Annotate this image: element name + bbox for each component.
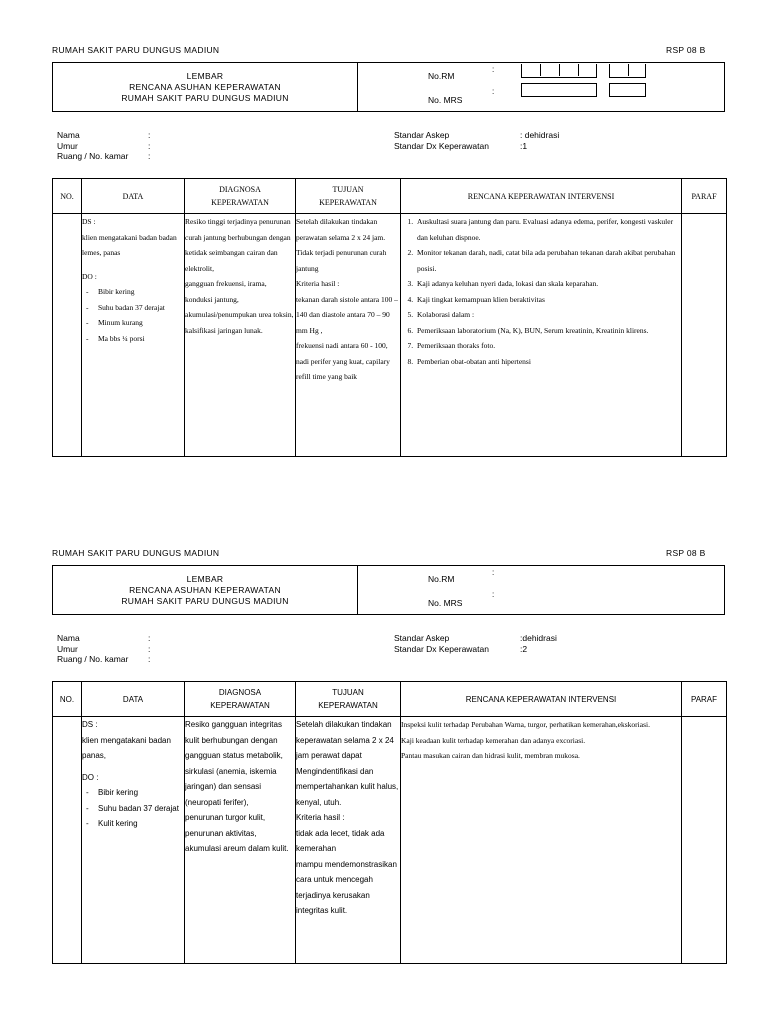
list-item: - Suhu badan 37 derajat	[86, 300, 184, 316]
list-item: - Kulit kering	[86, 816, 184, 832]
col-rencana: RENCANA KEPERAWATAN INTERVENSI	[401, 682, 682, 717]
list-item: 4. Kaji tingkat kemampuan klien beraktivitas	[415, 292, 681, 308]
col-diagnosa: DIAGNOSA KEPERAWATAN	[185, 682, 296, 717]
list-item: - Bibir kering	[86, 785, 184, 801]
list-item: Inspeksi kulit terhadap Perubahan Warna, turgor, perhatikan kemerahan,ekskoriasi.	[401, 720, 650, 729]
form-header: LEMBAR RENCANA ASUHAN KEPERAWATAN RUMAH SAKIT PARU DUNGUS MADIUN No.RM : No. MRS :	[52, 565, 725, 615]
no-mrs-label: No. MRS	[428, 598, 463, 608]
list-item: - Ma bbs ¼ porsi	[86, 331, 184, 347]
patient-labels: Nama Umur Ruang / No. kamar	[57, 130, 129, 161]
col-tujuan: TUJUAN KEPERAWATAN	[296, 682, 401, 717]
intervention-list	[401, 717, 681, 764]
col-no: NO.	[53, 179, 82, 214]
cell-rencana	[401, 214, 682, 457]
list-item: 2. Monitor tekanan darah, nadi, catat bila ada perubahan tekanan darah akibat perubahan posisi.	[415, 245, 681, 276]
table-row	[53, 214, 727, 457]
cell-no	[53, 717, 82, 964]
no-mrs-field-extra[interactable]	[609, 83, 646, 97]
col-paraf: PARAF	[682, 682, 727, 717]
list-item: 3. Kaji adanya keluhan nyeri dada, lokasi dan skala keparahan.	[415, 276, 681, 292]
form-title: LEMBAR RENCANA ASUHAN KEPERAWATAN RUMAH SAKIT PARU DUNGUS MADIUN	[53, 63, 358, 111]
list-item: Pantau masukan cairan dan hidrasi kulit, membran mukosa.	[401, 751, 580, 760]
col-diagnosa: DIAGNOSA KEPERAWATAN	[185, 179, 296, 214]
care-plan-table	[52, 681, 727, 964]
no-mrs-label: No. MRS	[428, 95, 463, 105]
askep-value: :dehidrasi	[520, 633, 557, 643]
no-rm-label: No.RM	[428, 574, 455, 584]
list-item: 8. Pemberian obat-obatan anti hipertensi	[415, 354, 681, 370]
standard-values	[520, 130, 559, 151]
list-item: - Bibir kering	[86, 284, 184, 300]
form-code: RSP 08 B	[666, 548, 706, 558]
cell-rencana	[401, 717, 682, 964]
col-no: NO.	[53, 682, 82, 717]
hospital-name: RUMAH SAKIT PARU DUNGUS MADIUN	[52, 548, 220, 558]
list-item: 7. Pemeriksaan thoraks foto.	[415, 338, 681, 354]
form-code: RSP 08 B	[666, 45, 706, 55]
col-data: DATA	[82, 682, 185, 717]
cell-data: DS : klien mengatakani badan badan lemes, panas DO : - Bibir kering - Suhu badan 37 derajat - Minum kurang - Ma bbs ¼ porsi	[82, 214, 185, 457]
list-item: - Minum kurang	[86, 315, 184, 331]
list-item: 6. Pemeriksaan laboratorium (Na, K), BUN, Serum kreatinin, Kreatinin klirens.	[415, 323, 681, 339]
care-plan-table	[52, 178, 727, 457]
dx-value: :2	[520, 643, 528, 654]
patient-values: : : :	[148, 633, 151, 664]
table-header-row	[53, 682, 727, 717]
cell-no	[53, 214, 82, 457]
do-list	[82, 284, 184, 346]
patient-values: : : :	[148, 130, 151, 161]
list-item: 5. Kolaborasi dalam :	[415, 307, 681, 323]
no-rm-label: No.RM	[428, 71, 455, 81]
form-title: LEMBAR RENCANA ASUHAN KEPERAWATAN RUMAH SAKIT PARU DUNGUS MADIUN	[53, 566, 358, 614]
cell-paraf[interactable]	[682, 717, 727, 964]
list-item: Kaji keadaan kulit terhadap kemerahan dan adanya excoriasi.	[401, 735, 586, 745]
patient-labels: Nama Umur Ruang / No. kamar	[57, 633, 129, 664]
standard-labels: Standar Askep Standar Dx Keperawatan	[394, 130, 489, 151]
table-header-row	[53, 179, 727, 214]
intervention-list	[401, 214, 681, 369]
no-mrs-field[interactable]	[521, 83, 597, 97]
standard-labels: Standar Askep Standar Dx Keperawatan	[394, 633, 489, 654]
askep-value: : dehidrasi	[520, 130, 560, 140]
standard-values	[520, 633, 557, 654]
do-list	[82, 785, 184, 832]
cell-paraf[interactable]	[682, 214, 727, 457]
cell-data: DS : klien mengatakani badan panas, DO : - Bibir kering - Suhu badan 37 derajat - Kulit kering	[82, 717, 185, 964]
cell-tujuan: Setelah dilakukan tindakan keperawatan selama 2 x 24 jam perawat dapat Mengindentifikasi dan mempertahankan kulit halus, kenyal, utuh. Kriteria hasil : tidak ada lecet, tidak ada kemerahan mampu mendemonstrasikan cara untuk mencegah terjadinya kerusakan integritas kulit.	[296, 717, 401, 964]
col-paraf: PARAF	[682, 179, 727, 214]
cell-diagnosa: Resiko tinggi terjadinya penurunan curah jantung berhubungan dengan ketidak seimbangan cairan dan elektrolit, gangguan frekuensi, irama, konduksi jantung, akumulasi/penumpukan urea toksin, kalsifikasi jaringan lunak.	[185, 214, 296, 457]
cell-tujuan: Setelah dilakukan tindakan perawatan selama 2 x 24 jam. Tidak terjadi penurunan curah jantung Kriteria hasil : tekanan darah sistole antara 100 – 140 dan diastole antara 70 – 90 mm Hg , frekuensi nadi antara 60 - 100, nadi perifer yang kuat, capilary refill time yang baik	[296, 214, 401, 457]
col-tujuan: TUJUAN KEPERAWATAN	[296, 179, 401, 214]
dx-value: :1	[520, 140, 528, 151]
col-rencana: RENCANA KEPERAWATAN INTERVENSI	[401, 179, 682, 214]
cell-diagnosa: Resiko gangguan integritas kulit berhubungan dengan gangguan status metabolik, sirkulasi (anemia, iskemia jaringan) dan sensasi (neuropati ferifer), penurunan turgor kulit, penurunan aktivitas, akumulasi areum dalam kulit.	[185, 717, 296, 964]
table-row	[53, 717, 727, 964]
list-item: - Suhu badan 37 derajat	[86, 801, 184, 817]
hospital-name: RUMAH SAKIT PARU DUNGUS MADIUN	[52, 45, 220, 55]
list-item: 1. Auskultasi suara jantung dan paru. Evaluasi adanya edema, perifer, kongesti vaskuler dan keluhan dispnoe.	[415, 214, 681, 245]
no-rm-field[interactable]	[521, 64, 597, 78]
no-rm-field-extra[interactable]	[609, 64, 646, 78]
form-header: LEMBAR RENCANA ASUHAN KEPERAWATAN RUMAH SAKIT PARU DUNGUS MADIUN No.RM : No. MRS :	[52, 62, 725, 112]
col-data: DATA	[82, 179, 185, 214]
